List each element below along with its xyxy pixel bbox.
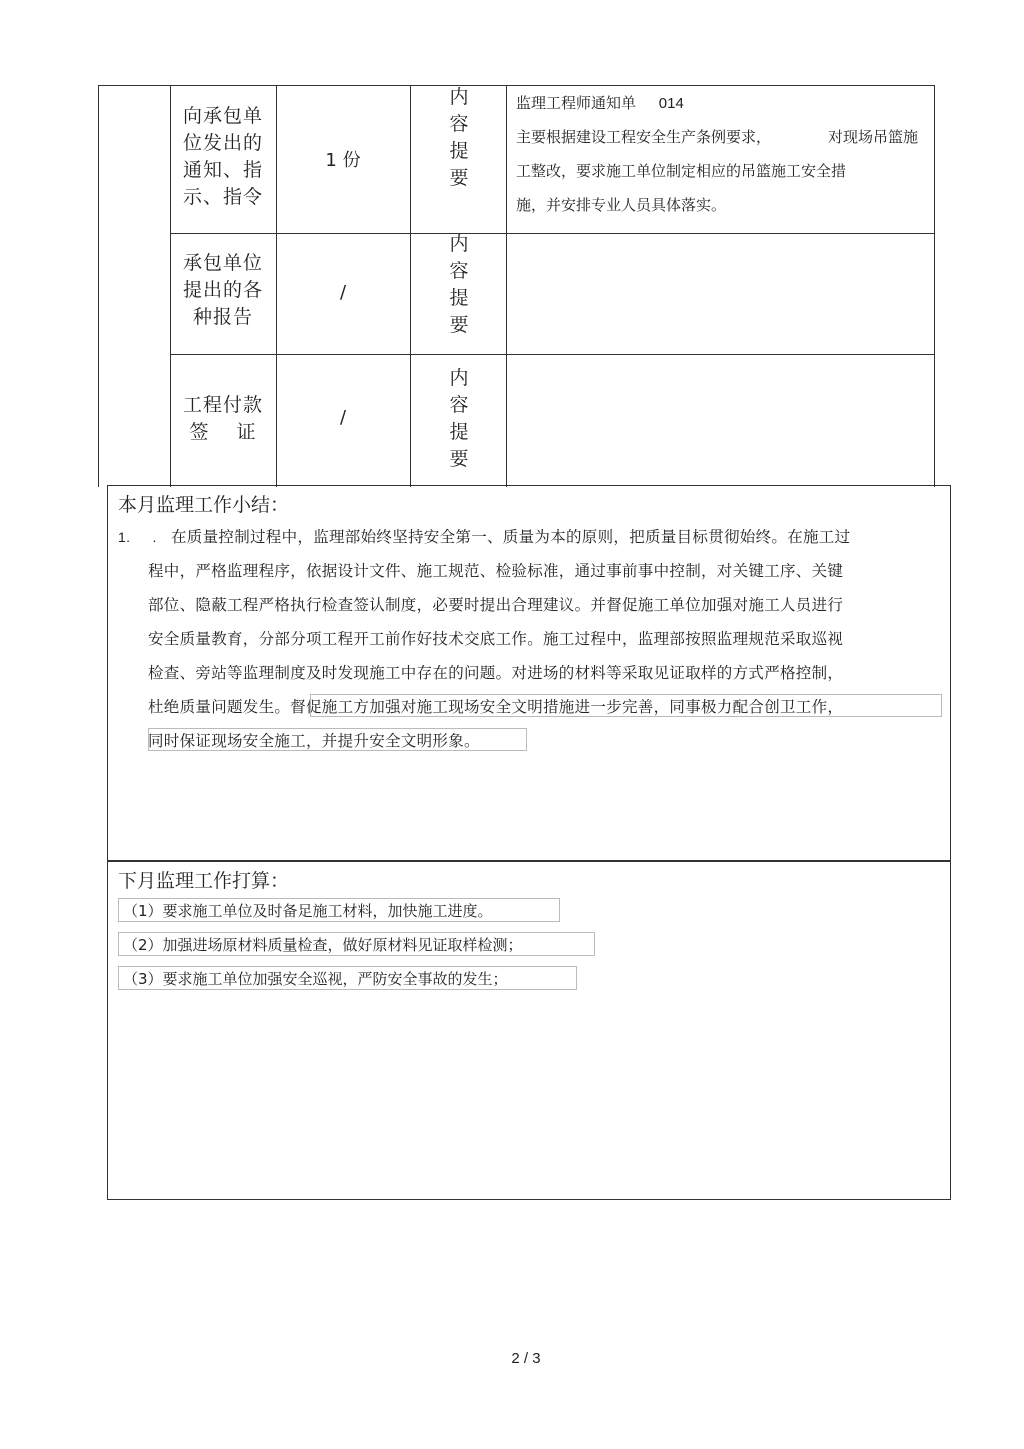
content-summary-label: 内 容 提 要 bbox=[449, 233, 469, 336]
monthly-summary-section bbox=[107, 485, 951, 862]
summary-number: 1. . bbox=[118, 529, 157, 545]
highlight-box bbox=[148, 728, 527, 751]
row-label-payment: 工程付款 签 证 bbox=[182, 394, 263, 443]
plan-title: 下月监理工作打算： bbox=[118, 870, 290, 892]
row-label-notices: 向承包单 位发出的 通知、指 示、指令 bbox=[182, 105, 263, 208]
notice-content: 监理工程师通知单 014 主要根据建设工程安全生产条例要求， 对现场吊篮施 工整改，要求施工单位制定相应的吊篮施工安全措 施，并安排专业人员具体落实。 bbox=[516, 94, 918, 214]
content-summary-label: 内 容 提 要 bbox=[449, 367, 469, 470]
page-number: 2 / 3 bbox=[511, 1350, 541, 1367]
summary-paragraph: 在质量控制过程中，监理部始终坚持安全第一、质量为本的原则，把质量目标贯彻始终。在施工过 程中，严格监理程序，依据设计文件、施工规范、检验标准，通过事前事中控制，对关键工序、关键 部位、隐蔽工程严格执行检查签认制度，必要时提出合理建议。并督促施工单位加强对施工人员进行 安全质量教育，分部分项工程开工前作好技术交底工作。施工过程中，监理部按照监理规范采取巡视 检查、旁站等监理制度及时发现施工中存在的问题。对进场的材料等采取见证取样的方式严格控制， 杜绝质量问题发生。督促施工方加强对施工现场安全文明措施进一步完善，同事极力配合创卫工作， 同时保证现场安全施工，并提升安全文明形象。 bbox=[148, 528, 851, 750]
row-count: / bbox=[339, 282, 347, 303]
plan-item: （3）要求施工单位加强安全巡视，严防安全事故的发生； bbox=[118, 966, 577, 990]
notice-number: 014 bbox=[658, 95, 684, 112]
plan-item: （1）要求施工单位及时备足施工材料，加快施工进度。 bbox=[118, 898, 560, 922]
row-label-reports: 承包单位 提出的各 种报告 bbox=[182, 252, 263, 328]
row-count: / bbox=[339, 407, 347, 428]
row-count: 1 份 bbox=[325, 150, 361, 171]
summary-title: 本月监理工作小结： bbox=[118, 494, 290, 516]
plan-item: （2）加强进场原材料质量检查，做好原材料见证取样检测； bbox=[118, 932, 595, 956]
highlight-box bbox=[310, 694, 942, 717]
next-month-plan-section bbox=[107, 860, 951, 1200]
content-summary-label: 内 容 提 要 bbox=[449, 86, 469, 189]
notice-title: 监理工程师通知单 bbox=[516, 94, 637, 112]
